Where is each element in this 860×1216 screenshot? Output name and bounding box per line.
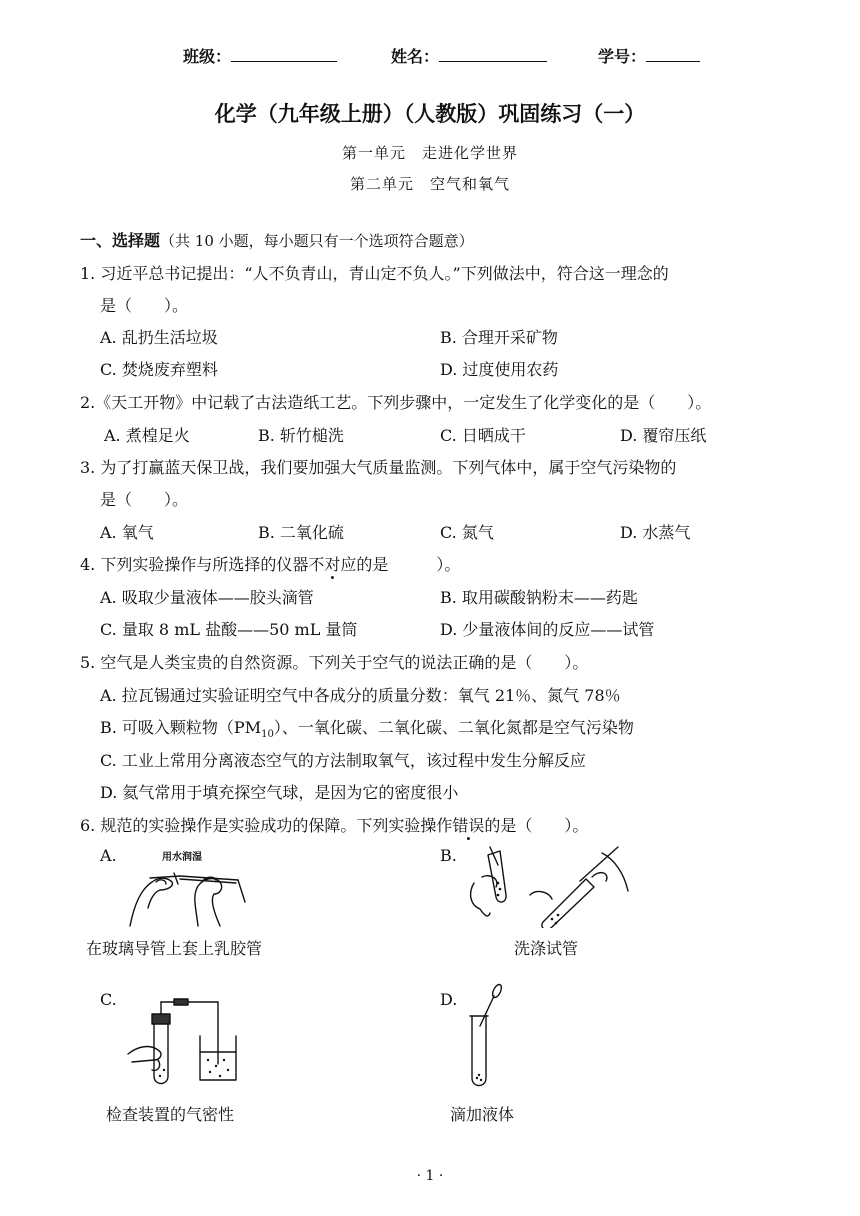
question-1-option-c: C. 焚烧废弃塑料 [100, 360, 218, 379]
question-4-stem [80, 552, 460, 575]
question-1-stem: 1. 习近平总书记提出：“人不负青山，青山定不负人。”下列做法中，符合这一理念的 [80, 264, 669, 283]
question-6-stem [80, 813, 588, 836]
class-label: 班级： [183, 47, 232, 66]
question-3-option-b: B. 二氧化硫 [258, 523, 344, 542]
question-5-option-b-pre: B. 可吸入颗粒物（PM [100, 718, 262, 737]
question-6-option-a-letter: A. [100, 846, 117, 865]
class-blank [231, 47, 337, 62]
question-3-option-c: C. 氮气 [440, 523, 494, 542]
airtightness-apparatus-illustration [124, 994, 244, 1090]
section-note: （共 10 小题，每小题只有一个选项符合题意） [160, 232, 474, 250]
question-5-option-b-sub: 10 [261, 729, 274, 741]
question-4-stem-pre: 4. 下列实验操作与所选择的仪器 [80, 555, 309, 574]
student-id-blank [646, 47, 700, 62]
name-label: 姓名： [391, 47, 440, 66]
question-6-stem-pre: 6. 规范的实验操作是实验成功的保障。下列实验操作 [80, 816, 453, 835]
question-6-option-d-letter: D. [440, 990, 458, 1009]
question-6-option-b-caption: 洗涤试管 [514, 939, 579, 958]
question-5-option-c: C. 工业上常用分离液态空气的方法制取氧气，该过程中发生分解反应 [100, 751, 586, 770]
question-3-stem-cont: 是（ ）。 [100, 490, 189, 509]
question-4-stem-post: 的是 ）。 [356, 555, 461, 574]
question-1-option-d: D. 过度使用农药 [440, 360, 559, 379]
question-1-stem-cont: 是（ ）。 [100, 296, 189, 315]
question-4-option-b: B. 取用碳酸钠粉末——药匙 [440, 588, 638, 607]
question-3-stem: 3. 为了打赢蓝天保卫战，我们要加强大气质量监测。下列气体中，属于空气污染物的 [80, 458, 677, 477]
name-field [391, 44, 547, 67]
question-3-option-a: A. 氧气 [100, 523, 154, 542]
question-5-stem: 5. 空气是人类宝贵的自然资源。下列关于空气的说法正确的是（ ）。 [80, 653, 589, 672]
question-5-option-a: A. 拉瓦锡通过实验证明空气中各成分的质量分数：氧气 21％、氮气 78％ [100, 686, 621, 705]
question-1-option-b: B. 合理开采矿物 [440, 328, 558, 347]
question-6-option-c-caption: 检查装置的气密性 [106, 1105, 235, 1124]
student-id-label: 学号： [598, 47, 647, 66]
hands-tube-illustration [120, 856, 250, 928]
question-4-emphasis: 不对应 [308, 555, 357, 574]
name-blank [439, 47, 547, 62]
question-2-stem: 2.《天工开物》中记载了古法造纸工艺。下列步骤中，一定发生了化学变化的是（ ）。 [80, 393, 712, 412]
question-6-option-c-letter: C. [100, 990, 117, 1009]
dropper-test-tube-illustration [460, 980, 520, 1090]
question-5-option-b-post: ）、一氧化碳、二氧化碳、二氧化氮都是空气污染物 [273, 718, 634, 737]
question-6-stem-post: 的是（ ）。 [484, 816, 589, 835]
section-heading-text: 一、选择题 [80, 231, 161, 250]
question-2-option-b: B. 斩竹槌洗 [258, 426, 344, 445]
question-5-option-b [100, 715, 634, 740]
question-6-option-b-letter: B. [440, 846, 457, 865]
question-6-option-a-caption: 在玻璃导管上套上乳胶管 [86, 939, 263, 958]
unit-one: 第一单元 走进化学世界 [341, 144, 518, 162]
question-6-option-a-inset-label: 用水润湿 [162, 852, 202, 863]
question-4-option-c: C. 量取 8 mL 盐酸——50 mL 量筒 [100, 620, 358, 639]
question-2-option-d: D. 覆帘压纸 [620, 426, 707, 445]
student-id-field [598, 44, 700, 67]
question-4-option-d: D. 少量液体间的反应——试管 [440, 620, 655, 639]
question-2-option-c: C. 日晒成干 [440, 426, 526, 445]
page-number: · 1 · [416, 1168, 444, 1184]
class-field [183, 44, 337, 67]
section-heading [80, 228, 474, 251]
page-title: 化学（九年级上册）（人教版）巩固练习（一） [214, 101, 646, 126]
question-6-emphasis: 错误 [452, 816, 485, 835]
question-4-option-a: A. 吸取少量液体——胶头滴管 [100, 588, 314, 607]
washing-tubes-illustration [460, 843, 640, 928]
question-1-option-a: A. 乱扔生活垃圾 [100, 328, 218, 347]
question-3-option-d: D. 水蒸气 [620, 523, 691, 542]
question-5-option-d: D. 氦气常用于填充探空气球，是因为它的密度很小 [100, 783, 459, 802]
question-2-option-a: A. 煮楻足火 [104, 426, 190, 445]
unit-two: 第二单元 空气和氧气 [349, 175, 510, 193]
question-6-option-d-caption: 滴加液体 [450, 1105, 515, 1124]
